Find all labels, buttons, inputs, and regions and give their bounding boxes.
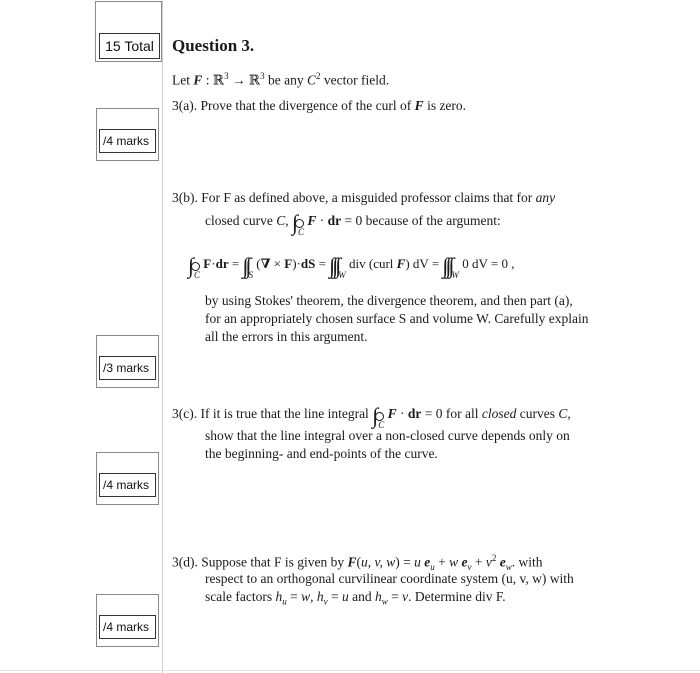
part-c-line-3: the beginning- and end-points of the curve. — [205, 446, 438, 461]
question-title: Question 3. — [172, 36, 255, 55]
part-b-line-5: for an appropriately chosen surface S and volume W. Carefully explain — [205, 311, 589, 326]
intro-tail: vector field. — [323, 72, 390, 88]
marks-box-3a[interactable]: /4 marks — [99, 129, 156, 153]
part-b-equation: $\int_C$ $F\cdot dr = \int\int_S$ (∇ × $F)\cdot dS = \int\int\int_W$ div (curl F) dV = $\int\int\int_W$ 0 dV = 0 , — [188, 253, 515, 280]
bottom-divider — [0, 670, 700, 671]
total-marks-label: 15 Total — [99, 33, 160, 59]
intro-let: Let — [172, 72, 190, 88]
part-b-line-6: all the errors in this argument. — [205, 329, 368, 344]
question-intro: Let F : ℝ$^3$ → ℝ$^3$ be any $C^2$ vector field. — [172, 71, 390, 88]
part-a-label: 3(a). — [172, 98, 198, 113]
part-b-line-2: closed curve C, $\int_C$ F · dr = 0 because of the argument: — [205, 210, 501, 237]
intro-c2: C — [306, 72, 316, 88]
part-d-label: 3(d). — [172, 554, 198, 570]
marks-box-3b[interactable]: /3 marks — [99, 356, 156, 380]
part-c-label: 3(c). — [172, 406, 198, 421]
part-c-line-1: 3(c). If it is true that the line integral $\int_C$ F · dr = 0 for all closed curves C, — [172, 403, 571, 430]
sidebar-divider — [162, 0, 163, 673]
part-a-text: 3(a). Prove that the divergence of the curl of F is zero. — [172, 98, 467, 113]
part-b-line-1: 3(b). For F as defined above, a misguided professor claims that for any — [172, 190, 556, 205]
marks-box-3d[interactable]: /4 marks — [99, 615, 156, 639]
part-c-line-2: show that the line integral over a non-closed curve depends only on — [205, 428, 570, 443]
part-d-line-3: scale factors $h_u = w$, $h_v = u$ and $h_w = v$. Determine div F. — [205, 589, 506, 607]
intro-field-rest: be any — [267, 72, 304, 88]
part-b-line-4: by using Stokes' theorem, the divergence theorem, and then part (a), — [205, 293, 573, 308]
marks-box-3c[interactable]: /4 marks — [99, 473, 156, 497]
part-d-line-1: 3(d). Suppose that F is given by F(u, v, w) = u $e_u + w$ $e_v + v^2$ $e_w$. with — [172, 553, 543, 573]
part-d-line-2: respect to an orthogonal curvilinear coordinate system (u, v, w) with — [205, 571, 574, 586]
part-b-label: 3(b). — [172, 190, 198, 205]
